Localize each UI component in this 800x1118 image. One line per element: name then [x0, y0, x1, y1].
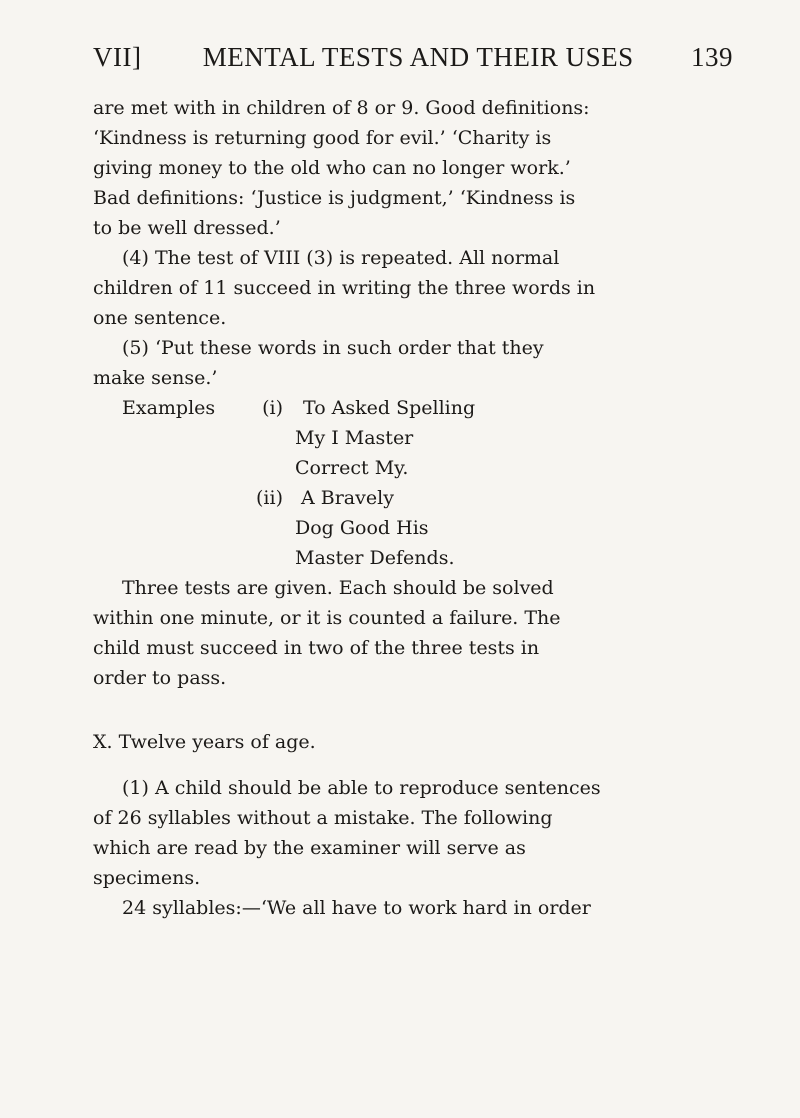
example-words: To Asked Spelling [303, 397, 476, 419]
text-line: one sentence. [93, 307, 227, 329]
example-row [93, 513, 733, 543]
text-line: (1) A child should be able to reproduce sentences [122, 777, 601, 799]
example-row [93, 543, 733, 573]
example-words: Dog Good His [295, 517, 429, 539]
text-line: (4) The test of VIII (3) is repeated. All normal [122, 247, 560, 269]
text-line: specimens. [93, 867, 201, 889]
text-line: are met with in children of 8 or 9. Good definitions: [93, 97, 590, 119]
example-words: Master Defends. [295, 547, 455, 569]
example-row [93, 423, 733, 453]
text-line: which are read by the examiner will serve as [93, 837, 526, 859]
example-row [93, 393, 733, 423]
chapter-label: VII] [93, 42, 142, 72]
example-words: A Bravely [301, 487, 394, 509]
text-line: within one minute, or it is counted a failure. The [93, 607, 561, 629]
running-header [93, 42, 733, 73]
text-line: children of 11 succeed in writing the three words in [93, 277, 596, 299]
example-row [93, 453, 733, 483]
page-number: 139 [691, 42, 733, 72]
text-line: Bad definitions: ‘Justice is judgment,’ ‘Kindness is [93, 187, 576, 209]
page-body [93, 93, 733, 923]
text-line: of 26 syllables without a mistake. The following [93, 807, 553, 829]
example-words: Correct My. [295, 457, 409, 479]
text-line: (5) ‘Put these words in such order that they [122, 337, 544, 359]
text-line: child must succeed in two of the three tests in [93, 637, 540, 659]
example-words: My I Master [295, 427, 414, 449]
text-line: Three tests are given. Each should be solved [122, 577, 554, 599]
example-row [93, 483, 733, 513]
text-line: order to pass. [93, 667, 227, 689]
section-heading: X. Twelve years of age. [93, 731, 316, 753]
text-line: giving money to the old who can no longer work.’ [93, 157, 571, 179]
examples-label: Examples [122, 397, 216, 419]
example-number: (i) [262, 397, 283, 419]
text-line: make sense.’ [93, 367, 218, 389]
running-title: MENTAL TESTS AND THEIR USES [202, 42, 634, 72]
text-line: to be well dressed.’ [93, 217, 281, 239]
text-line: 24 syllables:—‘We all have to work hard in order [122, 897, 591, 919]
example-number: (ii) [256, 487, 283, 509]
text-line: ‘Kindness is returning good for evil.’ ‘Charity is [93, 127, 552, 149]
